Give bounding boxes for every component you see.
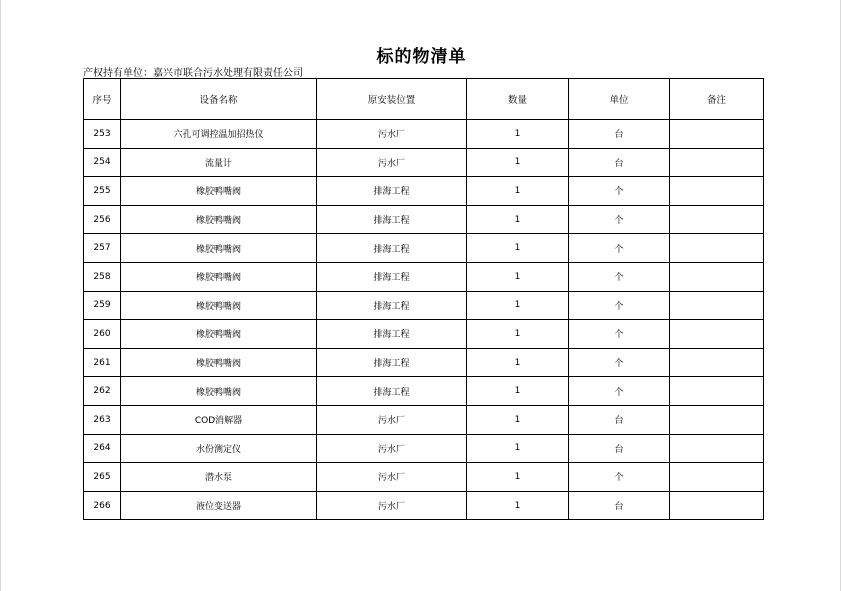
cell-equipment-name: 水份测定仪 [121,434,317,463]
cell-remarks [670,120,764,149]
cell-quantity: 1 [467,262,569,291]
cell-equipment-name: 六孔可调控温加招热仪 [121,120,317,149]
cell-index: 254 [84,148,121,177]
header-index: 序号 [84,79,121,120]
table-row [84,434,764,463]
cell-install-location: 污水厂 [317,491,467,520]
item-list-table [83,78,764,520]
cell-index: 266 [84,491,121,520]
cell-equipment-name: 橡胶鸭嘴阀 [121,320,317,349]
cell-install-location: 污水厂 [317,148,467,177]
cell-remarks [670,463,764,492]
cell-equipment-name: 橡胶鸭嘴阀 [121,205,317,234]
table-row [84,491,764,520]
cell-index: 260 [84,320,121,349]
cell-unit: 个 [569,348,670,377]
cell-equipment-name: 橡胶鸭嘴阀 [121,234,317,263]
owner-line: 产权持有单位：嘉兴市联合污水处理有限责任公司 [83,68,303,79]
cell-unit: 台 [569,148,670,177]
cell-index: 259 [84,291,121,320]
cell-equipment-name: COD消解器 [121,405,317,434]
cell-equipment-name: 橡胶鸭嘴阀 [121,348,317,377]
cell-index: 263 [84,405,121,434]
cell-index: 253 [84,120,121,149]
cell-install-location: 排海工程 [317,234,467,263]
cell-unit: 个 [569,377,670,406]
cell-unit: 个 [569,177,670,206]
cell-install-location: 排海工程 [317,177,467,206]
cell-install-location: 污水厂 [317,434,467,463]
cell-quantity: 1 [467,234,569,263]
cell-unit: 台 [569,491,670,520]
cell-quantity: 1 [467,177,569,206]
cell-unit: 个 [569,205,670,234]
table-row [84,291,764,320]
document-title: 标的物清单 [376,47,467,67]
header-remarks: 备注 [670,79,764,120]
cell-quantity: 1 [467,320,569,349]
table-row [84,377,764,406]
cell-remarks [670,434,764,463]
cell-remarks [670,377,764,406]
cell-remarks [670,348,764,377]
cell-unit: 个 [569,234,670,263]
cell-remarks [670,234,764,263]
table-row [84,148,764,177]
cell-quantity: 1 [467,405,569,434]
cell-install-location: 排海工程 [317,320,467,349]
cell-quantity: 1 [467,205,569,234]
table-row [84,320,764,349]
cell-index: 265 [84,463,121,492]
cell-quantity: 1 [467,434,569,463]
table-row [84,205,764,234]
cell-index: 256 [84,205,121,234]
header-equipment-name: 设备名称 [121,79,317,120]
cell-install-location: 排海工程 [317,205,467,234]
table-row [84,234,764,263]
cell-index: 261 [84,348,121,377]
cell-install-location: 污水厂 [317,463,467,492]
table-row [84,177,764,206]
cell-install-location: 排海工程 [317,291,467,320]
cell-remarks [670,177,764,206]
cell-remarks [670,320,764,349]
cell-quantity: 1 [467,291,569,320]
cell-unit: 个 [569,262,670,291]
header-quantity: 数量 [467,79,569,120]
cell-quantity: 1 [467,120,569,149]
cell-remarks [670,148,764,177]
cell-index: 264 [84,434,121,463]
table-row [84,120,764,149]
cell-unit: 个 [569,320,670,349]
cell-install-location: 污水厂 [317,405,467,434]
cell-equipment-name: 橡胶鸭嘴阀 [121,262,317,291]
cell-remarks [670,205,764,234]
cell-install-location: 排海工程 [317,262,467,291]
cell-index: 262 [84,377,121,406]
cell-equipment-name: 液位变送器 [121,491,317,520]
cell-equipment-name: 潜水泵 [121,463,317,492]
cell-unit: 台 [569,405,670,434]
cell-install-location: 排海工程 [317,348,467,377]
cell-remarks [670,291,764,320]
cell-equipment-name: 橡胶鸭嘴阀 [121,377,317,406]
cell-index: 255 [84,177,121,206]
cell-index: 258 [84,262,121,291]
table-header-row [84,79,764,120]
table-row [84,262,764,291]
cell-equipment-name: 流量计 [121,148,317,177]
table-row [84,463,764,492]
header-install-location: 原安装位置 [317,79,467,120]
cell-remarks [670,491,764,520]
cell-quantity: 1 [467,463,569,492]
cell-equipment-name: 橡胶鸭嘴阀 [121,291,317,320]
cell-unit: 个 [569,291,670,320]
cell-remarks [670,262,764,291]
cell-index: 257 [84,234,121,263]
table-row [84,405,764,434]
cell-unit: 台 [569,120,670,149]
cell-unit: 台 [569,434,670,463]
cell-quantity: 1 [467,348,569,377]
cell-install-location: 排海工程 [317,377,467,406]
cell-remarks [670,405,764,434]
cell-equipment-name: 橡胶鸭嘴阀 [121,177,317,206]
cell-quantity: 1 [467,377,569,406]
cell-quantity: 1 [467,491,569,520]
cell-unit: 个 [569,463,670,492]
cell-install-location: 污水厂 [317,120,467,149]
table-row [84,348,764,377]
cell-quantity: 1 [467,148,569,177]
header-unit: 单位 [569,79,670,120]
